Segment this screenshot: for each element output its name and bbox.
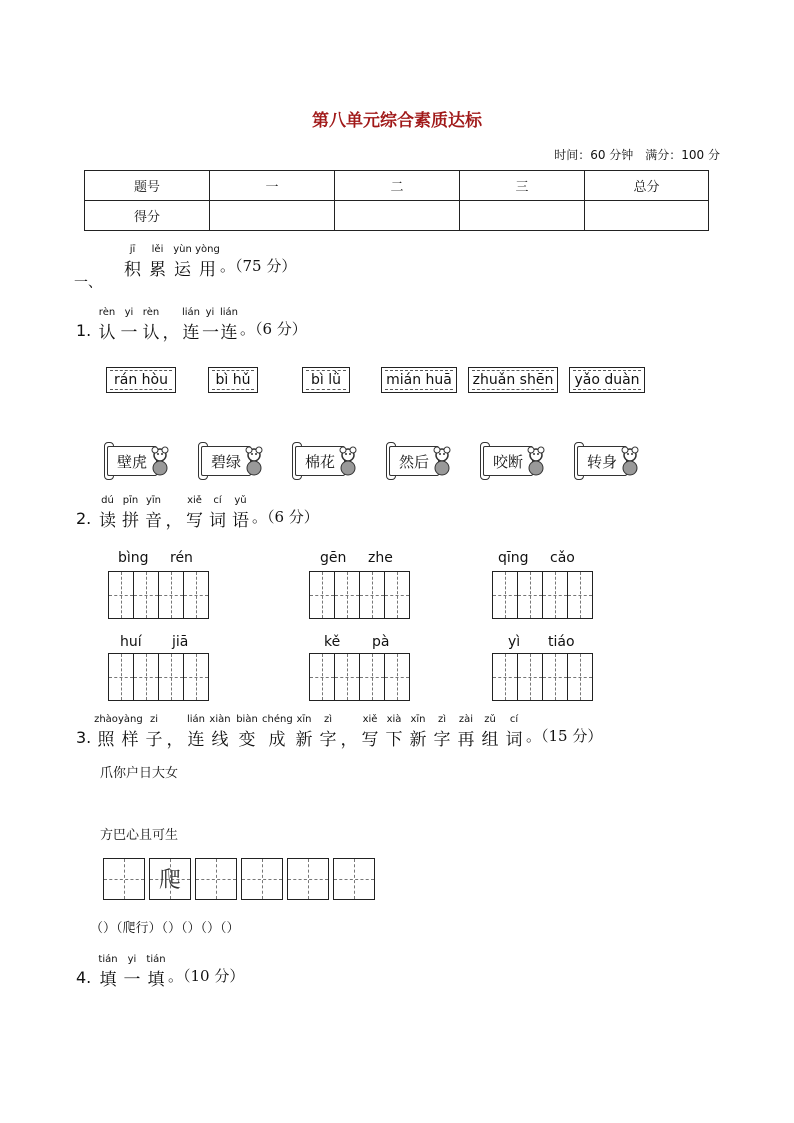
pinyin-word: bìng	[118, 550, 149, 566]
pinyin-word: yì	[508, 634, 521, 650]
char: 写	[186, 511, 203, 531]
section-heading	[120, 244, 296, 280]
pinyin: zǔ	[484, 714, 496, 725]
char: 样	[121, 730, 139, 750]
pinyin: yīn	[145, 495, 162, 506]
pinyin: tián	[98, 954, 118, 965]
score-cell[interactable]	[585, 201, 709, 231]
mouse-icon	[620, 446, 640, 476]
pinyin: zì	[437, 714, 447, 725]
char: 字	[319, 730, 337, 750]
pinyin	[165, 495, 183, 506]
char: ，	[162, 323, 180, 343]
word-card	[292, 442, 358, 478]
pinyin: rèn	[98, 307, 116, 318]
pinyin: zhào	[94, 714, 118, 725]
pinyin-word: huí	[120, 634, 142, 650]
char: ，	[165, 511, 183, 531]
mouse-icon	[432, 446, 452, 476]
char: 用	[199, 260, 216, 280]
points: 。（75 分）	[220, 257, 297, 275]
pinyin-word: tiáo	[548, 634, 575, 650]
word-card	[480, 442, 546, 478]
pinyin: xiě	[187, 495, 202, 506]
pinyin: lěi	[151, 244, 164, 255]
pinyin: yàng	[118, 714, 143, 725]
char: 积	[124, 260, 141, 280]
pinyin	[340, 714, 358, 725]
pinyin: zài	[458, 714, 474, 725]
pinyin-box: rán hòu	[106, 367, 176, 393]
writing-grid[interactable]	[492, 571, 593, 619]
word-card-text: 然后	[389, 446, 439, 476]
mouse-icon	[526, 446, 546, 476]
char: 下	[385, 730, 403, 750]
char: 新	[409, 730, 427, 750]
points: 。（6 分）	[240, 320, 307, 338]
pinyin: yi	[127, 954, 137, 965]
char: 变	[238, 730, 256, 750]
pinyin-word: gēn	[320, 550, 347, 566]
char: 一	[123, 970, 141, 990]
writing-grid[interactable]	[108, 653, 209, 701]
question-number: 3.	[76, 728, 92, 747]
writing-box[interactable]	[103, 858, 145, 900]
char: 连	[187, 730, 205, 750]
pinyin-word: kě	[324, 634, 341, 650]
word-card	[198, 442, 264, 478]
header-cell: 总分	[585, 171, 709, 201]
char: 累	[149, 260, 166, 280]
pinyin: yòng	[195, 244, 220, 255]
q1-heading	[76, 307, 307, 343]
mouse-icon	[150, 446, 170, 476]
writing-box[interactable]	[333, 858, 375, 900]
question-number: 4.	[76, 968, 92, 987]
writing-box[interactable]	[241, 858, 283, 900]
char: 成	[268, 730, 286, 750]
word-card-text: 棉花	[295, 446, 345, 476]
char: 词	[505, 730, 523, 750]
char: 音	[145, 511, 162, 531]
pinyin: tián	[146, 954, 166, 965]
char: 填	[99, 970, 117, 990]
char: ，	[340, 730, 358, 750]
char: 认	[98, 323, 116, 343]
points: 。（10 分）	[168, 967, 245, 985]
char: 运	[174, 260, 191, 280]
writing-box[interactable]	[287, 858, 329, 900]
pinyin-word: zhe	[368, 550, 393, 566]
pinyin: zì	[323, 714, 333, 725]
mouse-icon	[244, 446, 264, 476]
score-table-score-row	[85, 201, 709, 231]
pinyin-box: bì lǜ	[302, 367, 350, 393]
char: 子	[145, 730, 163, 750]
pinyin-word: pà	[372, 634, 390, 650]
header-cell: 题号	[85, 171, 210, 201]
pinyin: yùn	[173, 244, 192, 255]
pinyin: zi	[149, 714, 159, 725]
pinyin: xiě	[362, 714, 378, 725]
pinyin-word: qīng	[498, 550, 529, 566]
question-number: 2.	[76, 509, 92, 528]
pinyin: jī	[129, 244, 136, 255]
section-number: 一、	[74, 275, 102, 291]
answer-slots: （）（爬行）（）（）（）（）	[90, 921, 240, 936]
writing-grid[interactable]	[309, 571, 410, 619]
char: 组	[481, 730, 499, 750]
score-table-header-row	[85, 171, 709, 201]
score-cell[interactable]	[210, 201, 335, 231]
writing-grid[interactable]	[492, 653, 593, 701]
writing-grid[interactable]	[108, 571, 209, 619]
char: 新	[295, 730, 313, 750]
char: 一	[202, 323, 219, 343]
exam-meta: 时间：60 分钟 满分：100 分	[554, 148, 720, 162]
pinyin-box: bì hǔ	[208, 367, 258, 393]
pinyin: yǔ	[234, 495, 247, 506]
char: 认	[142, 323, 160, 343]
writing-box[interactable]	[195, 858, 237, 900]
char-row	[96, 506, 319, 531]
char: 一	[120, 323, 138, 343]
char: 写	[361, 730, 379, 750]
pinyin	[162, 307, 180, 318]
points: 。（15 分）	[526, 727, 603, 745]
word-card-text: 碧绿	[201, 446, 251, 476]
pinyin-row	[94, 714, 602, 725]
pinyin: lián	[219, 307, 239, 318]
pinyin-word: jiā	[172, 634, 189, 650]
header-cell: 二	[335, 171, 460, 201]
q2-heading	[76, 495, 319, 531]
row-label: 得分	[85, 201, 210, 231]
char: ，	[166, 730, 184, 750]
char: 连	[220, 323, 238, 343]
char: 填	[147, 970, 165, 990]
char-row	[94, 725, 602, 750]
pinyin-row	[96, 307, 307, 318]
char: 读	[99, 511, 116, 531]
score-cell[interactable]	[335, 201, 460, 231]
q3-heading	[76, 714, 602, 750]
question-number: 1.	[76, 321, 92, 340]
pinyin-box: yǎo duàn	[569, 367, 645, 393]
word-card-text: 壁虎	[107, 446, 157, 476]
pinyin-row	[96, 954, 244, 965]
component-row-top: 爪你户日大女	[100, 766, 179, 781]
pinyin: xīn	[296, 714, 312, 725]
example-char: 爬	[158, 868, 181, 893]
score-cell[interactable]	[460, 201, 585, 231]
pinyin: cí	[213, 495, 222, 506]
word-card	[104, 442, 170, 478]
char: 语	[232, 511, 249, 531]
char: 连	[182, 323, 200, 343]
char: 再	[457, 730, 475, 750]
points: 。（6 分）	[252, 508, 319, 526]
mouse-icon	[338, 446, 358, 476]
pinyin: cí	[509, 714, 519, 725]
pinyin: xīn	[410, 714, 426, 725]
char: 拼	[122, 511, 139, 531]
pinyin	[166, 714, 184, 725]
word-card-text: 转身	[577, 446, 627, 476]
pinyin: rèn	[142, 307, 160, 318]
writing-grid[interactable]	[309, 653, 410, 701]
pinyin: lián	[186, 714, 206, 725]
q4-heading	[76, 954, 244, 990]
pinyin: xià	[386, 714, 402, 725]
pinyin-row	[120, 244, 296, 255]
char-row	[120, 255, 296, 280]
pinyin: dú	[101, 495, 114, 506]
pinyin: pīn	[122, 495, 139, 506]
char: 线	[211, 730, 229, 750]
writing-box-example	[149, 858, 191, 900]
header-cell: 一	[210, 171, 335, 201]
char: 照	[97, 730, 115, 750]
pinyin: chéng	[262, 714, 293, 725]
char: 词	[209, 511, 226, 531]
word-card	[386, 442, 452, 478]
pinyin-box: zhuǎn shēn	[468, 367, 558, 393]
pinyin: xiàn	[209, 714, 231, 725]
word-card	[574, 442, 640, 478]
pinyin: lián	[181, 307, 201, 318]
char-row	[96, 318, 307, 343]
word-card-text: 咬断	[483, 446, 533, 476]
char-row	[96, 965, 244, 990]
char: 字	[433, 730, 451, 750]
header-cell: 三	[460, 171, 585, 201]
pinyin: yi	[124, 307, 134, 318]
pinyin-word: rén	[170, 550, 193, 566]
score-table	[84, 170, 709, 231]
component-row-bottom: 方巴心且可生	[100, 828, 179, 843]
pinyin: yi	[205, 307, 215, 318]
page-title: 第八单元综合素质达标	[312, 111, 482, 131]
pinyin: biàn	[236, 714, 258, 725]
pinyin-word: cǎo	[550, 550, 575, 566]
pinyin-box: mián huā	[381, 367, 457, 393]
pinyin-row	[96, 495, 319, 506]
